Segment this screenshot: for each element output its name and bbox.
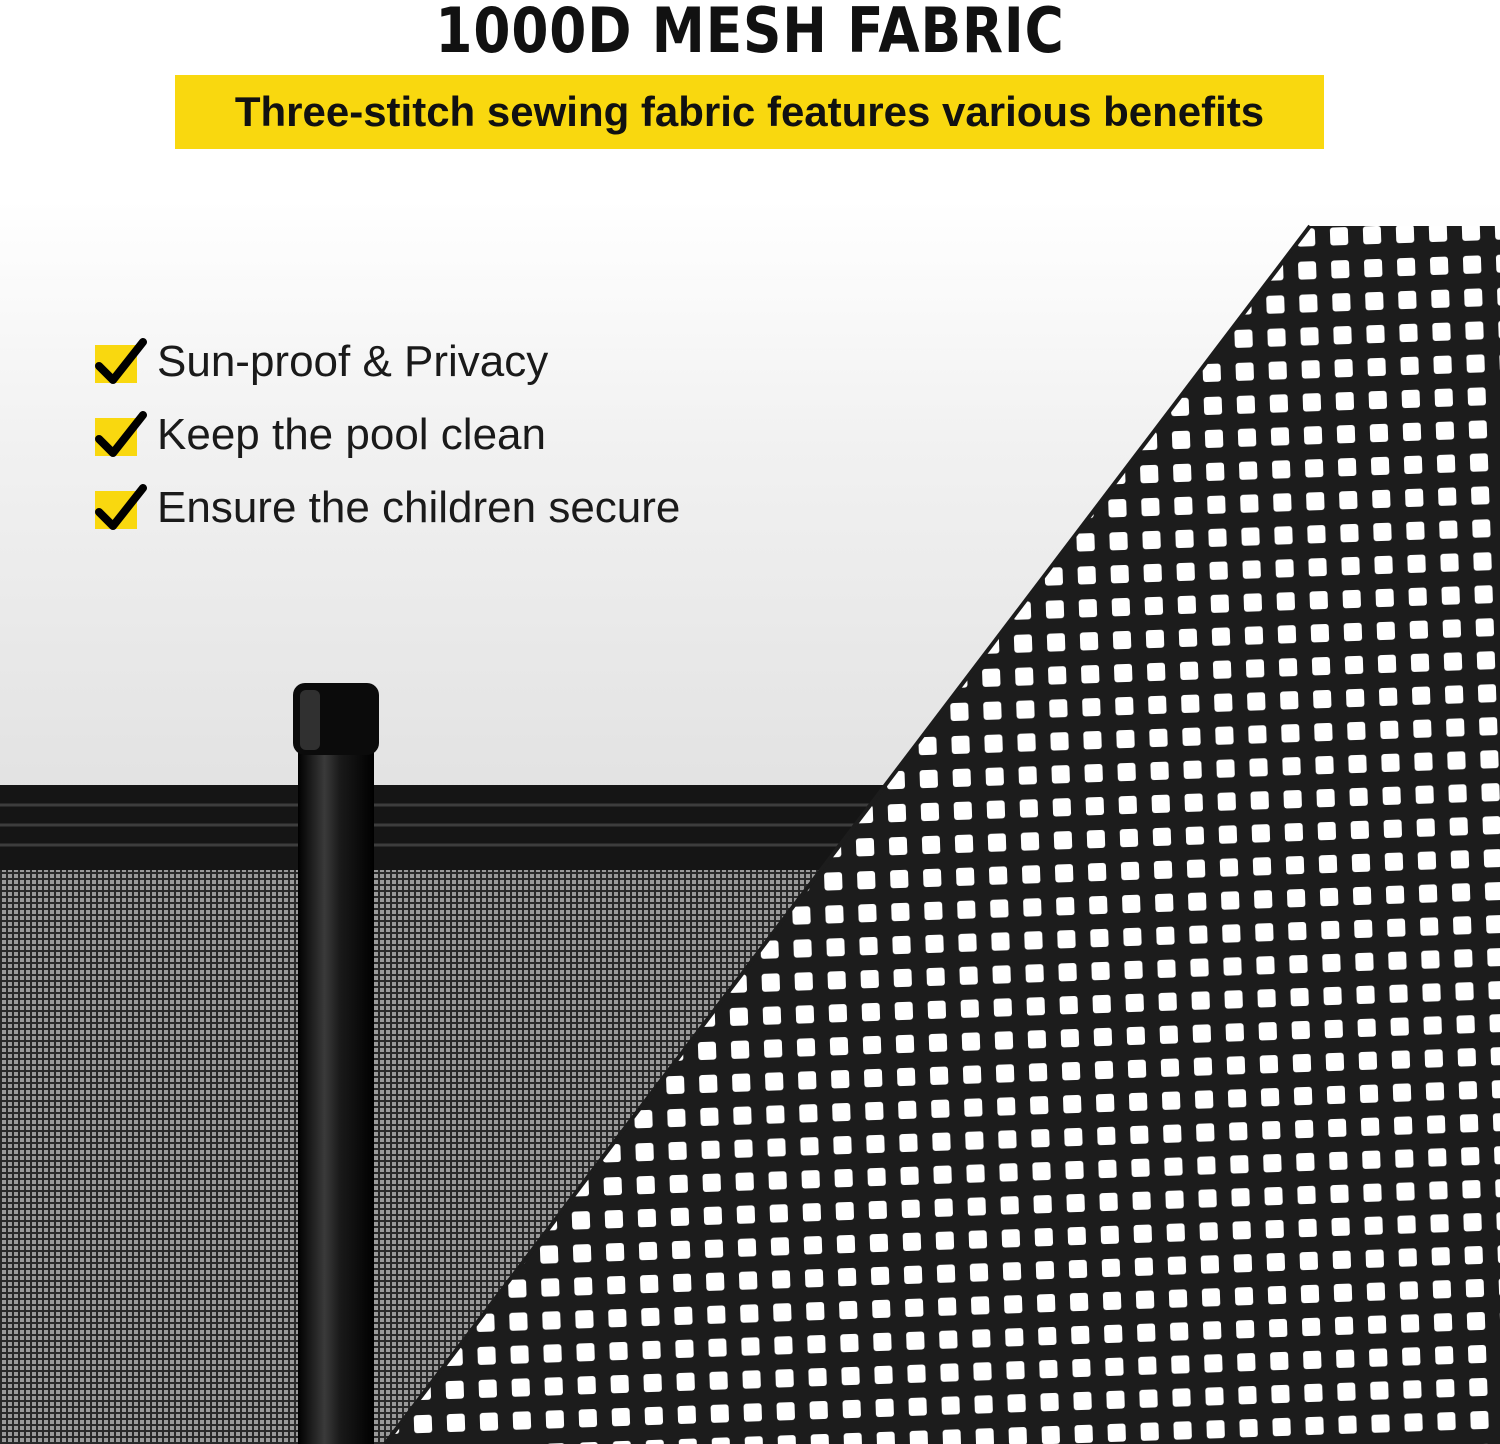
feature-label: Sun-proof & Privacy <box>157 336 549 386</box>
subtitle-text: Three-stitch sewing fabric features various benefits <box>234 88 1265 135</box>
page-title: 1000D MESH FABRIC <box>435 0 1065 67</box>
fence-pole <box>298 740 374 1444</box>
checkmark-icon <box>95 336 147 388</box>
feature-item <box>95 398 795 471</box>
feature-label: Ensure the children secure <box>157 482 681 532</box>
subtitle-banner <box>175 75 1324 149</box>
checkmark-icon <box>95 409 147 461</box>
checkmark-icon <box>95 482 147 534</box>
feature-list <box>95 325 795 544</box>
feature-item <box>95 471 795 544</box>
fence-top-binding <box>0 785 900 870</box>
feature-label: Keep the pool clean <box>157 409 546 459</box>
feature-item <box>95 325 795 398</box>
